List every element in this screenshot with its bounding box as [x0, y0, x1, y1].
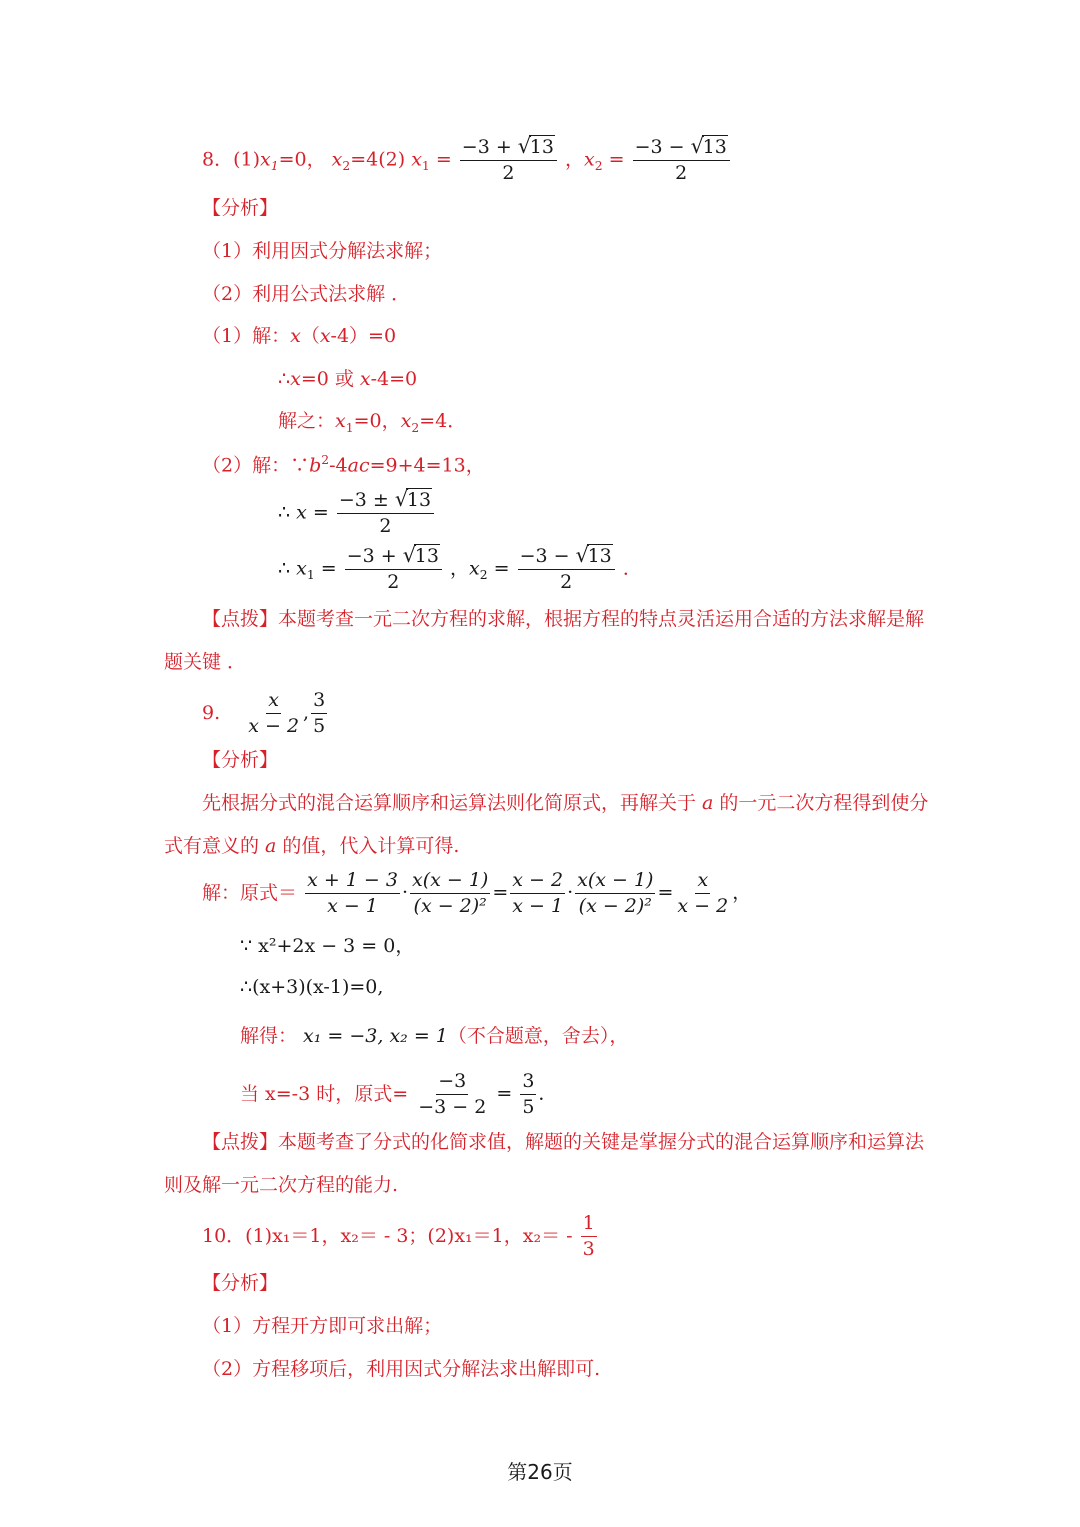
q8-tip-line-2: 题关键 ．	[164, 651, 247, 673]
q10-analysis-1: （1）方程开方即可求出解；	[202, 1315, 443, 1337]
q8-solution-2-line-1: （2）解：$\because b^2-4ac=9+4=13$，	[202, 453, 485, 477]
q8-solution-2-line-2: ∴ x = −3 ± √ 13 2	[278, 490, 436, 537]
q8-solution-1-line-3: 解之：$x_1=0$，$x_2=4$．	[278, 410, 467, 435]
q8-answer-header: 8．$(1)x_1=0$， $x_2=4(2) x_1$ = −3 + √ 13 2 ，$x_2$ = −3 − √ 13 2	[202, 137, 732, 184]
q9-solution-line-4: 解得： x₁ = −3, x₂ = 1（不合题意，舍去），	[240, 1025, 629, 1047]
q9-analysis-1: 先根据分式的混合运算顺序和运算法则化简原式，再解关于 a 的一元二次方程得到使分	[202, 792, 929, 814]
q9-solution-line-2: ∵ x²+2x − 3 = 0，	[240, 935, 415, 957]
q8-tip-line-1: 【点拨】本题考查一元二次方程的求解，根据方程的特点灵活运用合适的方法求解是解	[202, 608, 925, 630]
q8-solution-1-line-1: （1）解：x（x-4）=0	[202, 325, 397, 347]
q9-analysis-label: 【分析】	[202, 749, 279, 771]
q9-tip-line-2: 则及解一元二次方程的能力.	[164, 1174, 399, 1196]
q8-solution-2-line-3: ∴ $x_1$ = −3 + √ 13 2 ，$x_2$ = −3 − √ 13 2 ．	[278, 543, 642, 593]
q9-answer-header: 9. $\frac{x}{x - 2}$ , $\frac{3}{5}$	[202, 689, 326, 737]
q8-fraction-x2: −3 − √ 13 2	[633, 137, 730, 184]
q10-analysis-2: （2）方程移项后，利用因式分解法求出解即可.	[202, 1358, 601, 1380]
q8-solution-1-line-2: ∴x=0 或 x-4=0	[278, 368, 418, 390]
q8-analysis-2: （2）利用公式法求解 ．	[202, 283, 411, 305]
q10-answer-header: 10．(1)x₁＝1，x₂＝ - 3；(2)x₁＝1，x₂＝ - $\frac{1}{3}$	[202, 1212, 595, 1260]
q9-solution-line-5: 当 x=-3 时，原式= $\frac{-3}{-3 - 2}$ = $\frac{3}{5}$ ．	[240, 1070, 558, 1118]
q9-solution-line-3: ∴(x+3)(x-1)=0,	[240, 976, 384, 998]
q8-analysis-label: 【分析】	[202, 197, 279, 219]
q8-fraction-x1: −3 + √ 13 2	[460, 137, 557, 184]
q9-tip-line-1: 【点拨】本题考查了分式的化简求值，解题的关键是掌握分式的混合运算顺序和运算法	[202, 1131, 925, 1153]
page-number: 第26页	[507, 1460, 573, 1484]
q8-analysis-1: （1）利用因式分解法求解；	[202, 240, 443, 262]
q9-solution-line-1: 解：原式＝ $\frac{x + 1 - 3}{x - 1}$ · $\frac{x(x - 1)}{\text{(x − 2)²}}$ = $\frac{x - 2}{x - 1}$ · $\frac{x(x - 1)}{\text{(x − 2)²}}$ = $\frac{x}{x - 2}$ ，	[202, 869, 752, 917]
q10-analysis-label: 【分析】	[202, 1272, 279, 1294]
q9-analysis-2: 式有意义的 a 的值，代入计算可得.	[164, 835, 460, 857]
